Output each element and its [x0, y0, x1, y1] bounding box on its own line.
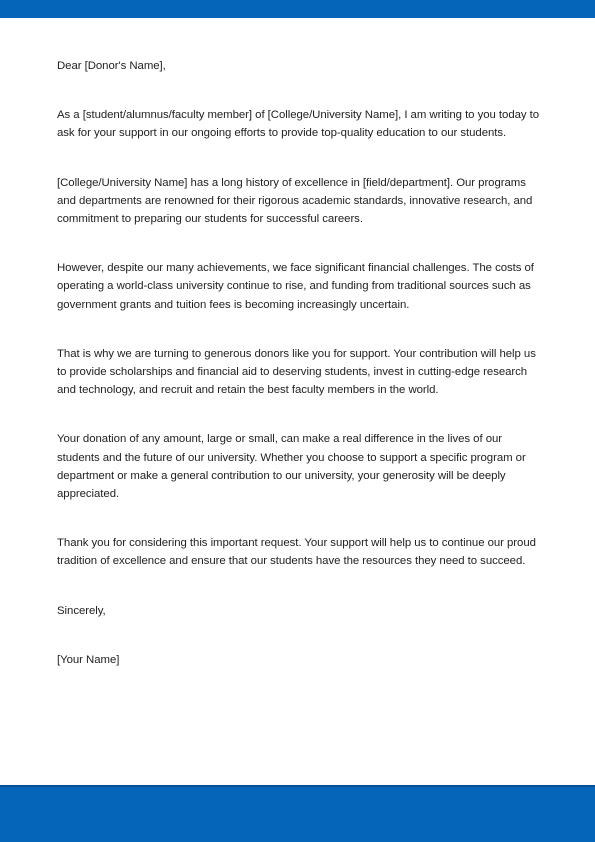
paragraph-5: Your donation of any amount, large or small, can make a real difference in the lives of our students and the future of our university. Whether you choose to support a specific program or department or make a general contribution to our university, your generosity will be deeply appreciated.: [57, 433, 526, 501]
closing: Sincerely,: [57, 604, 106, 617]
header-band: [0, 0, 595, 18]
paragraph-6: Thank you for considering this important request. Your support will help us to continue our proud tradition of excellence and ensure that our students have the resources they need to succeed.: [57, 537, 536, 568]
signature: [Your Name]: [57, 653, 120, 666]
paragraph-3: However, despite our many achievements, we face significant financial challenges. The costs of operating a world-class university continue to rise, and funding from traditional sources such as government grants and tuition fees is becoming increasingly uncertain.: [57, 262, 534, 311]
paragraph-1: As a [student/alumnus/faculty member] of [College/University Name], I am writing to you today to ask for your support in our ongoing efforts to provide top-quality education to our students.: [57, 109, 540, 140]
footer-band: [0, 787, 595, 842]
salutation: Dear [Donor's Name],: [57, 60, 166, 72]
paragraph-4: That is why we are turning to generous donors like you for support. Your contribution will help us to provide scholarships and financial aid to deserving students, invest in cutting-edge research and technology, and recruit and retain the best faculty members in the world.: [57, 347, 536, 397]
paragraph-2: [College/University Name] has a long history of excellence in [field/department]. Our programs and departments are renowned for their rigorous academic standards, innovative research, and commitment to preparing our students for successful careers.: [57, 176, 533, 226]
letter-body: [57, 57, 541, 669]
